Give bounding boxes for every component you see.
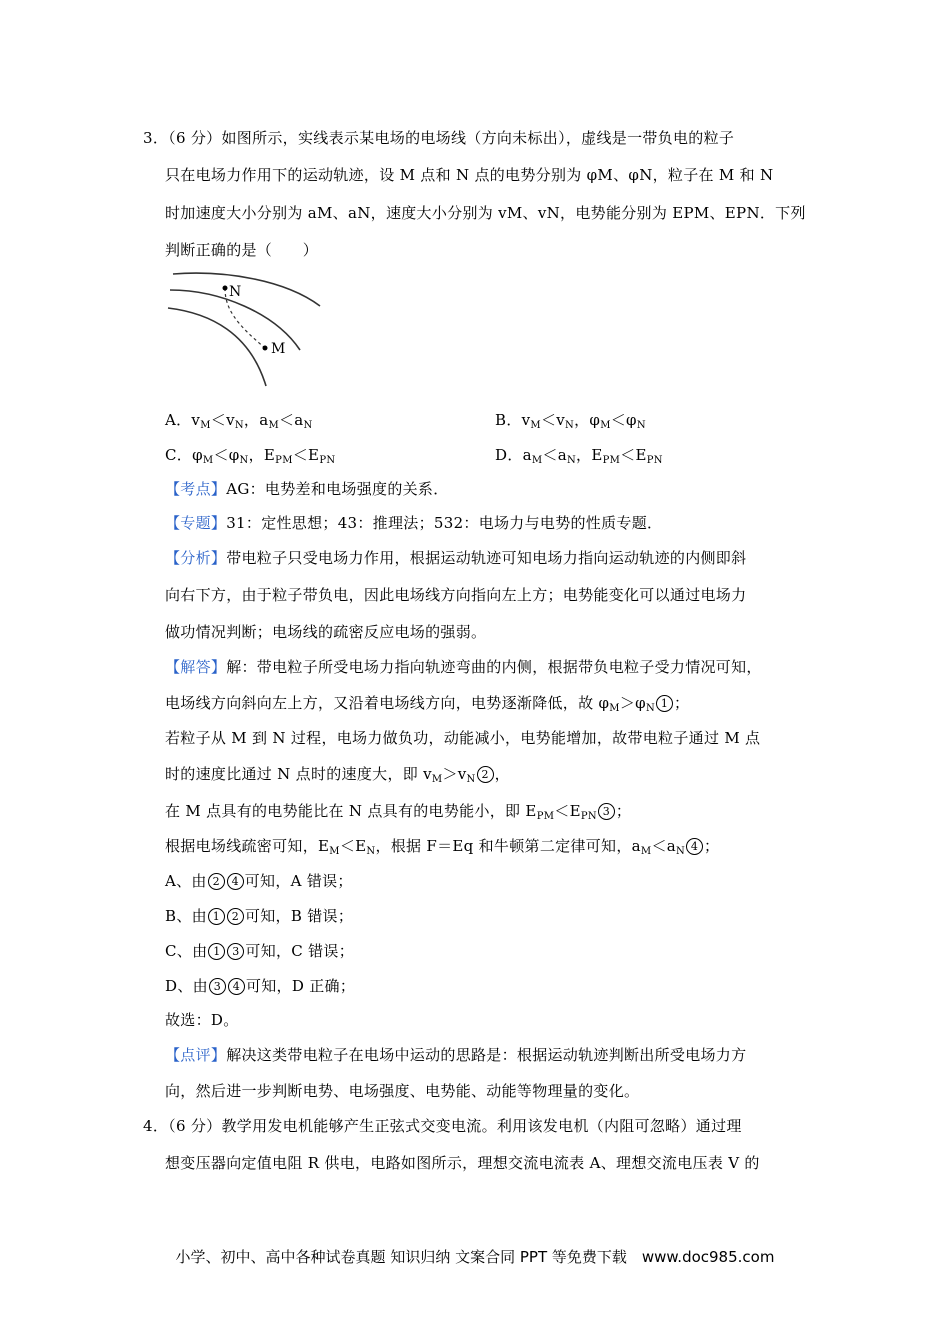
dianping-line-2: 向，然后进一步判断电势、电场强度、电势能、动能等物理量的变化。 <box>165 1082 640 1100</box>
point-m <box>263 346 268 351</box>
kaodian-tag: 【考点】 <box>165 480 227 498</box>
field-line-3 <box>168 308 266 386</box>
page-footer: 小学、初中、高中各种试卷真题 知识归纳 文案合同 PPT 等免费下载 www.doc985.com <box>175 1248 775 1266</box>
jieda-line-6: 根据电场线疏密可知，$E_M<E_N$，根据 F＝Eq 和牛顿第二定律可知，$a_M<a_N$ 4 ； <box>165 837 720 857</box>
q3-stem-line-1: （6 分）如图所示，实线表示某电场的电场线（方向未标出），虚线是一带负电的粒子 <box>168 129 735 147</box>
fenxi-line-1 <box>165 547 746 568</box>
field-line-1 <box>173 273 320 306</box>
q3-stem-line-3: 时加速度大小分别为 aM、aN，速度大小分别为 vM、vN，电势能分别为 EPM、EPN．下列 <box>165 204 806 222</box>
fenxi-line-3: 做功情况判断；电场线的疏密反应电场的强弱。 <box>165 623 487 641</box>
fenxi-text-1: 带电粒子只受电场力作用，根据运动轨迹可知电场力指向运动轨迹的内侧即斜 <box>226 549 747 567</box>
jieda-line-8: B、由 1 2 可知，B 错误； <box>165 907 354 925</box>
jieda-line-9: C、由 1 3 可知，C 错误； <box>165 942 355 960</box>
jieda-text-1: 解：带电粒子所受电场力指向轨迹弯曲的内侧，根据带负电粒子受力情况可知， <box>226 658 762 676</box>
dianping-text-1: 解决这类带电粒子在电场中运动的思路是：根据运动轨迹判断出所受电场力方 <box>226 1046 747 1064</box>
point-n <box>223 286 228 291</box>
q3-stem-line-2: 只在电场力作用下的运动轨迹，设 M 点和 N 点的电势分别为 φM、φN，粒子在 M 和 N <box>165 166 774 184</box>
q4-line-1 <box>143 1115 742 1136</box>
option-b: B．$v_M<v_N$，$\varphi_M<\varphi_N$ <box>495 411 646 431</box>
jieda-line-10: D、由 3 4 可知，D 正确； <box>165 977 356 995</box>
fenxi-line-2: 向右下方，由于粒子带负电，因此电场线方向指向左上方；电势能变化可以通过电场力 <box>165 586 747 604</box>
dianping-line-1 <box>165 1044 746 1065</box>
q4-stem-line-2: 想变压器向定值电阻 R 供电，电路如图所示，理想交流电流表 A、理想交流电压表 V 的 <box>165 1154 760 1172</box>
option-c: C．$\varphi_M<\varphi_N$，$E_{PM}<E_{PN}$ <box>165 446 336 466</box>
jieda-line-7: A、由 2 4 可知，A 错误； <box>165 872 353 890</box>
option-a: A．$v_M<v_N$，$a_M<a_N$ <box>165 411 313 431</box>
kaodian-text: AG：电势差和电场强度的关系． <box>226 480 449 498</box>
jieda-line-11: 故选：D。 <box>165 1011 239 1029</box>
q3-line-1 <box>143 127 734 148</box>
option-d: D．$a_M<a_N$，$E_{PM}<E_{PN}$ <box>495 446 663 466</box>
dianping-tag: 【点评】 <box>165 1046 227 1064</box>
label-n: N <box>229 284 242 300</box>
q3-number: 3． <box>143 129 169 147</box>
jieda-line-2: 电场线方向斜向左上方，又沿着电场线方向，电势逐渐降低，故 $\varphi_M>\varphi_N$ 1 ； <box>165 694 690 714</box>
zhuanti-tag: 【专题】 <box>165 514 227 532</box>
label-m: M <box>271 341 286 357</box>
q4-stem-line-1: （6 分）教学用发电机能够产生正弦式交变电流。利用该发电机（内阻可忽略）通过理 <box>168 1117 742 1135</box>
zhuanti-text: 31：定性思想；43：推理法；532：电场力与电势的性质专题． <box>226 514 663 532</box>
jieda-line-5: 在 M 点具有的电势能比在 N 点具有的电势能小，即 $E_{PM}<E_{PN}$ 3 ； <box>165 802 632 822</box>
fenxi-tag: 【分析】 <box>165 549 227 567</box>
jieda-line-1 <box>165 656 762 677</box>
jieda-line-3: 若粒子从 M 到 N 过程，电场力做负功，动能减小，电势能增加，故带电粒子通过 M 点 <box>165 729 761 747</box>
q4-number: 4． <box>143 1117 169 1135</box>
kaodian-line <box>165 478 449 499</box>
jieda-line-4: 时的速度比通过 N 点时的速度大，即 $v_M>v_N$ 2 ， <box>165 765 510 785</box>
jieda-tag: 【解答】 <box>165 658 227 676</box>
electric-field-figure <box>165 268 325 390</box>
zhuanti-line <box>165 512 662 533</box>
q3-stem-line-4: 判断正确的是（ ） <box>165 241 319 259</box>
